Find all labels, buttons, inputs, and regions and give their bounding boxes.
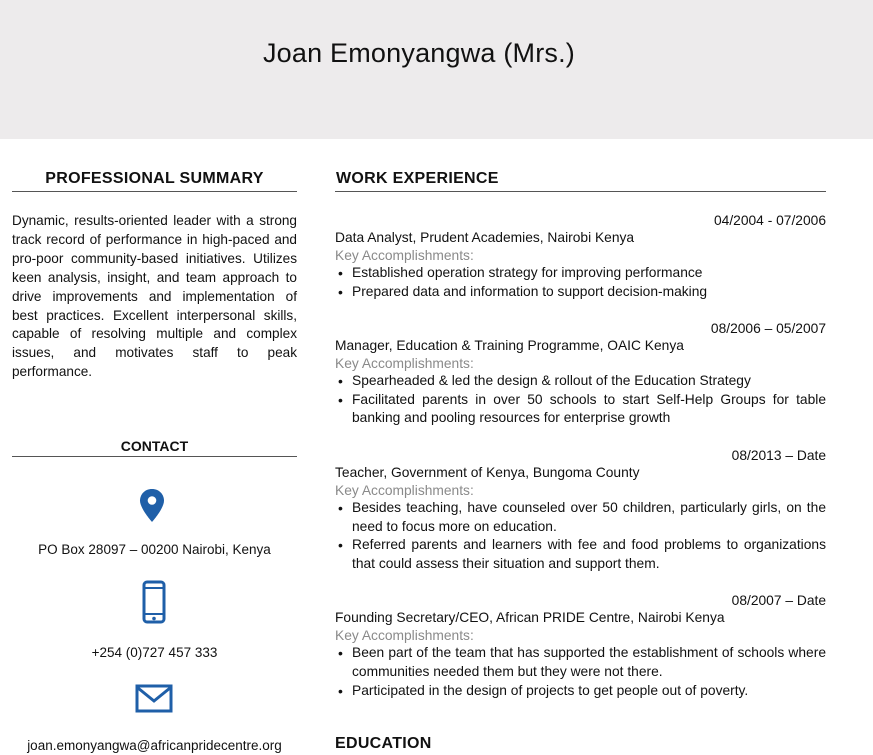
summary-text: Dynamic, results-oriented leader with a strong track record of performance in high-paced and pro-poor community-based initiatives. Utilizes keen analysis, insight, and team approach to drive improvements and implementation of best practices. Excellent interpersonal skills, capable of resolving multiple and complex issues, and motivates staff to peak performance. [12, 213, 297, 380]
page-title: Joan Emonyangwa (Mrs.) [262, 38, 575, 68]
key-accomplishments-label: Key Accomplishments: [335, 482, 474, 498]
summary-heading: PROFESSIONAL SUMMARY [12, 170, 297, 192]
job-entry [335, 319, 826, 428]
location-pin-icon [138, 488, 166, 529]
contact-phone: +254 (0)727 457 333 [91, 645, 218, 660]
header-banner [0, 0, 873, 139]
accomplishment-item: • Established operation strategy for improving performance [335, 264, 826, 283]
job-date: 08/2013 – Date [731, 447, 826, 463]
phone-icon [142, 580, 166, 629]
accomplishment-item: • Prepared data and information to support decision-making [335, 283, 826, 302]
contact-email[interactable]: joan.emonyangwa@africanpridecentre.org [27, 738, 282, 753]
job-date: 08/2007 – Date [731, 593, 826, 609]
job-entry [335, 211, 826, 301]
accomplishment-item: • Facilitated parents in over 50 schools to start Self-Help Groups for table banking and pooling resources for enterprise growth [335, 391, 826, 428]
work-heading: WORK EXPERIENCE [335, 170, 826, 192]
job-date: 08/2006 – 05/2007 [710, 321, 826, 337]
accomplishment-item: • Participated in the design of projects to get people out of poverty. [335, 682, 826, 701]
job-date: 04/2004 - 07/2006 [713, 213, 826, 228]
key-accomplishments-label: Key Accomplishments: [335, 248, 474, 263]
key-accomplishments-label: Key Accomplishments: [335, 628, 474, 644]
job-title: Teacher, Government of Kenya, Bungoma County [335, 464, 640, 480]
education-heading: EDUCATION [335, 735, 432, 752]
contact-address: PO Box 28097 – 00200 Nairobi, Kenya [38, 542, 271, 557]
accomplishment-item: • Besides teaching, have counseled over 50 children, particularly girls, on the need to focus more on education. [335, 499, 826, 536]
job-title: Founding Secretary/CEO, African PRIDE Centre, Nairobi Kenya [335, 610, 725, 626]
accomplishment-item: • Spearheaded & led the design & rollout of the Education Strategy [335, 372, 826, 391]
job-entry [335, 591, 826, 700]
envelope-icon [135, 684, 173, 719]
left-column [12, 170, 297, 382]
key-accomplishments-label: Key Accomplishments: [335, 356, 474, 372]
job-title: Data Analyst, Prudent Academies, Nairobi Kenya [335, 230, 635, 245]
job-entry [335, 446, 826, 573]
contact-heading: CONTACT [12, 438, 297, 457]
right-column [335, 170, 826, 700]
job-title: Manager, Education & Training Programme, OAIC Kenya [335, 338, 684, 354]
accomplishment-item: • Referred parents and learners with fee and food problems to organizations that could assess their situation and support them. [335, 536, 826, 573]
accomplishment-item: • Been part of the team that has supported the establishment of schools where communities needed them but they were not there. [335, 644, 826, 681]
